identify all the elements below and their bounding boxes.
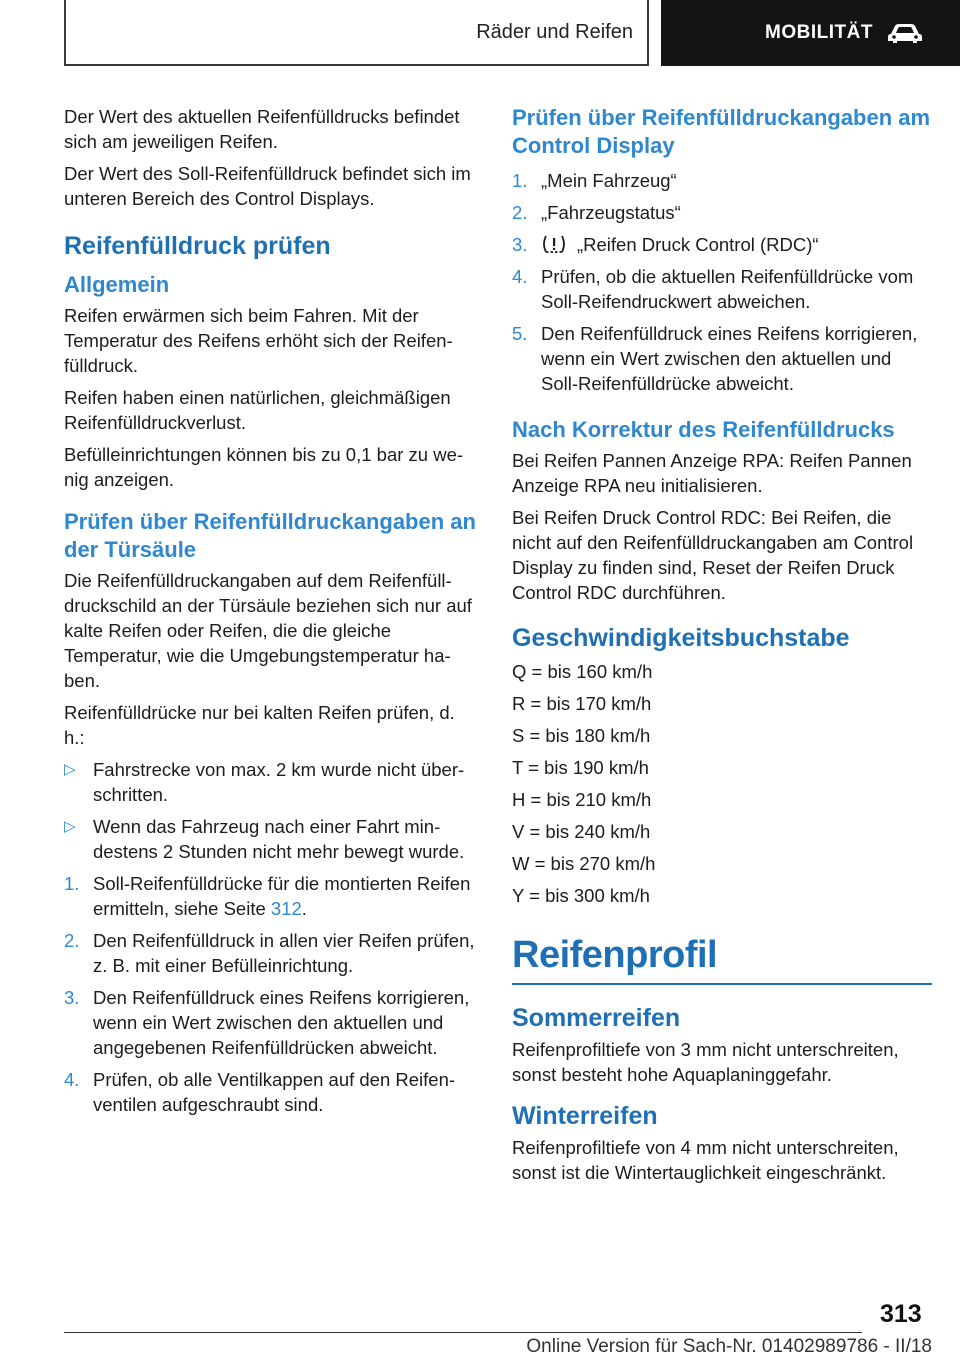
speed-entry: S = bis 180 km/h	[512, 725, 651, 746]
step-number: 3.	[512, 234, 528, 255]
page-number: 313	[880, 1300, 922, 1328]
bullet-marker: ▷	[64, 818, 76, 835]
header-section-title: Räder und Reifen	[476, 20, 633, 43]
after-paragraph-1: Bei Reifen Pannen Anzeige RPA: Reifen Pannen Anzeige RPA neu initialisieren.	[512, 450, 912, 496]
list-item-text: Soll-Reifenfülldrücke für die montierten Reifen ermitteln, siehe Seite 312.	[93, 873, 471, 919]
list-item	[64, 871, 480, 921]
heading-summer-tires: Sommerreifen	[512, 1004, 681, 1032]
heading-speed-letter: Geschwindigkeitsbuchstabe	[512, 624, 850, 652]
heading-after-correction: Nach Korrektur des Reifenfülldrucks	[512, 417, 895, 442]
list-item-text: Prüfen, ob alle Ventilkappen auf den Reifenventilen aufgeschraubt sind.	[93, 1069, 456, 1115]
list-item	[512, 200, 932, 225]
winter-paragraph: Reifenprofiltiefe von 4 mm nicht unterschreiten, sonst ist die Wintertauglichkeit eingeschränkt.	[512, 1137, 899, 1183]
bullet-marker: ▷	[64, 761, 76, 778]
list-item	[64, 985, 480, 1060]
general-paragraph-2: Reifen haben einen natürlichen, gleichmäßigen Reifenfülldruckverlust.	[64, 387, 451, 433]
left-column	[64, 104, 480, 1124]
general-paragraph-3: Befülleinrichtungen können bis zu 0,1 bar zu wenig anzeigen.	[64, 444, 464, 490]
list-item	[64, 757, 480, 807]
speed-entry: V = bis 240 km/h	[512, 821, 651, 842]
list-item-text: Fahrstrecke von max. 2 km wurde nicht überschritten.	[93, 759, 465, 805]
list-item-text: „Fahrzeugstatus“	[541, 202, 681, 223]
car-icon	[887, 22, 923, 44]
list-item	[512, 321, 932, 396]
door-paragraph-1: Die Reifenfülldruckangaben auf dem Reifenfülldruckschild an der Türsäule beziehen sich nur auf kalte Reifen oder Reifen, die die gleiche Temperatur, wie die Umgebungstemperatur haben.	[64, 570, 472, 691]
list-item-text: Den Reifenfülldruck in allen vier Reifen prüfen, z. B. mit einer Befülleinrichtung.	[93, 930, 475, 976]
list-item-text: Wenn das Fahrzeug nach einer Fahrt mindestens 2 Stunden nicht mehr bewegt wurde.	[93, 816, 465, 862]
tire-pressure-warning-icon	[541, 234, 567, 254]
list-item	[512, 264, 932, 314]
heading-general: Allgemein	[64, 272, 170, 297]
speed-entry: Y = bis 300 km/h	[512, 885, 650, 906]
intro-paragraph-2: Der Wert des Soll-Reifenfülldruck befindet sich im unteren Bereich des Control Displays.	[64, 163, 471, 209]
header-chapter-box	[661, 0, 960, 66]
speed-entry: R = bis 170 km/h	[512, 693, 652, 714]
speed-letter-list	[512, 659, 932, 908]
conditions-list	[64, 757, 480, 864]
summer-paragraph: Reifenprofiltiefe von 3 mm nicht unterschreiten, sonst besteht hohe Aquaplaninggefahr.	[512, 1039, 899, 1085]
list-item-text: „Mein Fahrzeug“	[541, 170, 677, 191]
general-paragraph-1: Reifen erwärmen sich beim Fahren. Mit der Temperatur des Reifens erhöht sich der Reifenfülldruck.	[64, 305, 453, 376]
step-number: 2.	[64, 930, 80, 951]
step-number: 4.	[512, 266, 528, 287]
heading-tread-profile: Reifenprofil	[512, 934, 932, 985]
header-section-box	[64, 0, 649, 66]
list-item	[512, 232, 932, 257]
right-column	[512, 104, 932, 1192]
control-display-steps	[512, 168, 932, 396]
step-number: 1.	[512, 170, 528, 191]
list-item	[64, 1067, 480, 1117]
list-item	[512, 168, 932, 193]
step-number: 3.	[64, 987, 80, 1008]
heading-winter-tires: Winterreifen	[512, 1102, 658, 1130]
speed-entry: H = bis 210 km/h	[512, 789, 652, 810]
footer-online-version: Online Version für Sach-Nr. 01402989786 - II/18	[526, 1336, 932, 1357]
list-item-text: „Reifen Druck Control (RDC)“	[541, 232, 932, 257]
heading-door-pillar: Prüfen über Reifenfülldruckangaben an der Türsäule	[64, 509, 476, 562]
step-number: 2.	[512, 202, 528, 223]
list-item-text: Prüfen, ob die aktuellen Reifenfülldrücke vom Soll-Reifendruckwert abweichen.	[541, 266, 914, 312]
speed-entry: W = bis 270 km/h	[512, 853, 656, 874]
header-chapter-title: MOBILITÄT	[765, 22, 873, 43]
after-paragraph-2: Bei Reifen Druck Control RDC: Bei Reifen, die nicht auf den Reifenfülldruckangaben am Control Display zu finden sind, Reset der Reifen Druck Control RDC durchführen.	[512, 507, 914, 603]
list-item	[64, 928, 480, 978]
speed-entry: T = bis 190 km/h	[512, 757, 649, 778]
list-item-text: Den Reifenfülldruck eines Reifens korrigieren, wenn ein Wert zwischen den aktuellen und Soll-Reifenfülldrücke abweicht.	[541, 323, 918, 394]
step-number: 1.	[64, 873, 80, 894]
check-steps-list	[64, 871, 480, 1117]
list-item-text: Den Reifenfülldruck eines Reifens korrigieren, wenn ein Wert zwischen den aktuellen und angegebenen Reifenfülldrücken abweicht.	[93, 987, 470, 1058]
door-paragraph-2: Reifenfülldrücke nur bei kalten Reifen prüfen, d. h.:	[64, 702, 455, 748]
step-number: 4.	[64, 1069, 80, 1090]
heading-check-pressure: Reifenfülldruck prüfen	[64, 232, 331, 260]
heading-control-display: Prüfen über Reifenfülldruckangaben am Control Display	[512, 105, 931, 158]
intro-paragraph-1: Der Wert des aktuellen Reifenfülldrucks befindet sich am jeweiligen Reifen.	[64, 106, 460, 152]
list-item	[64, 814, 480, 864]
page-reference-link[interactable]: 312	[270, 898, 302, 919]
step-number: 5.	[512, 323, 528, 344]
footer-divider	[64, 1332, 862, 1333]
speed-entry: Q = bis 160 km/h	[512, 661, 653, 682]
